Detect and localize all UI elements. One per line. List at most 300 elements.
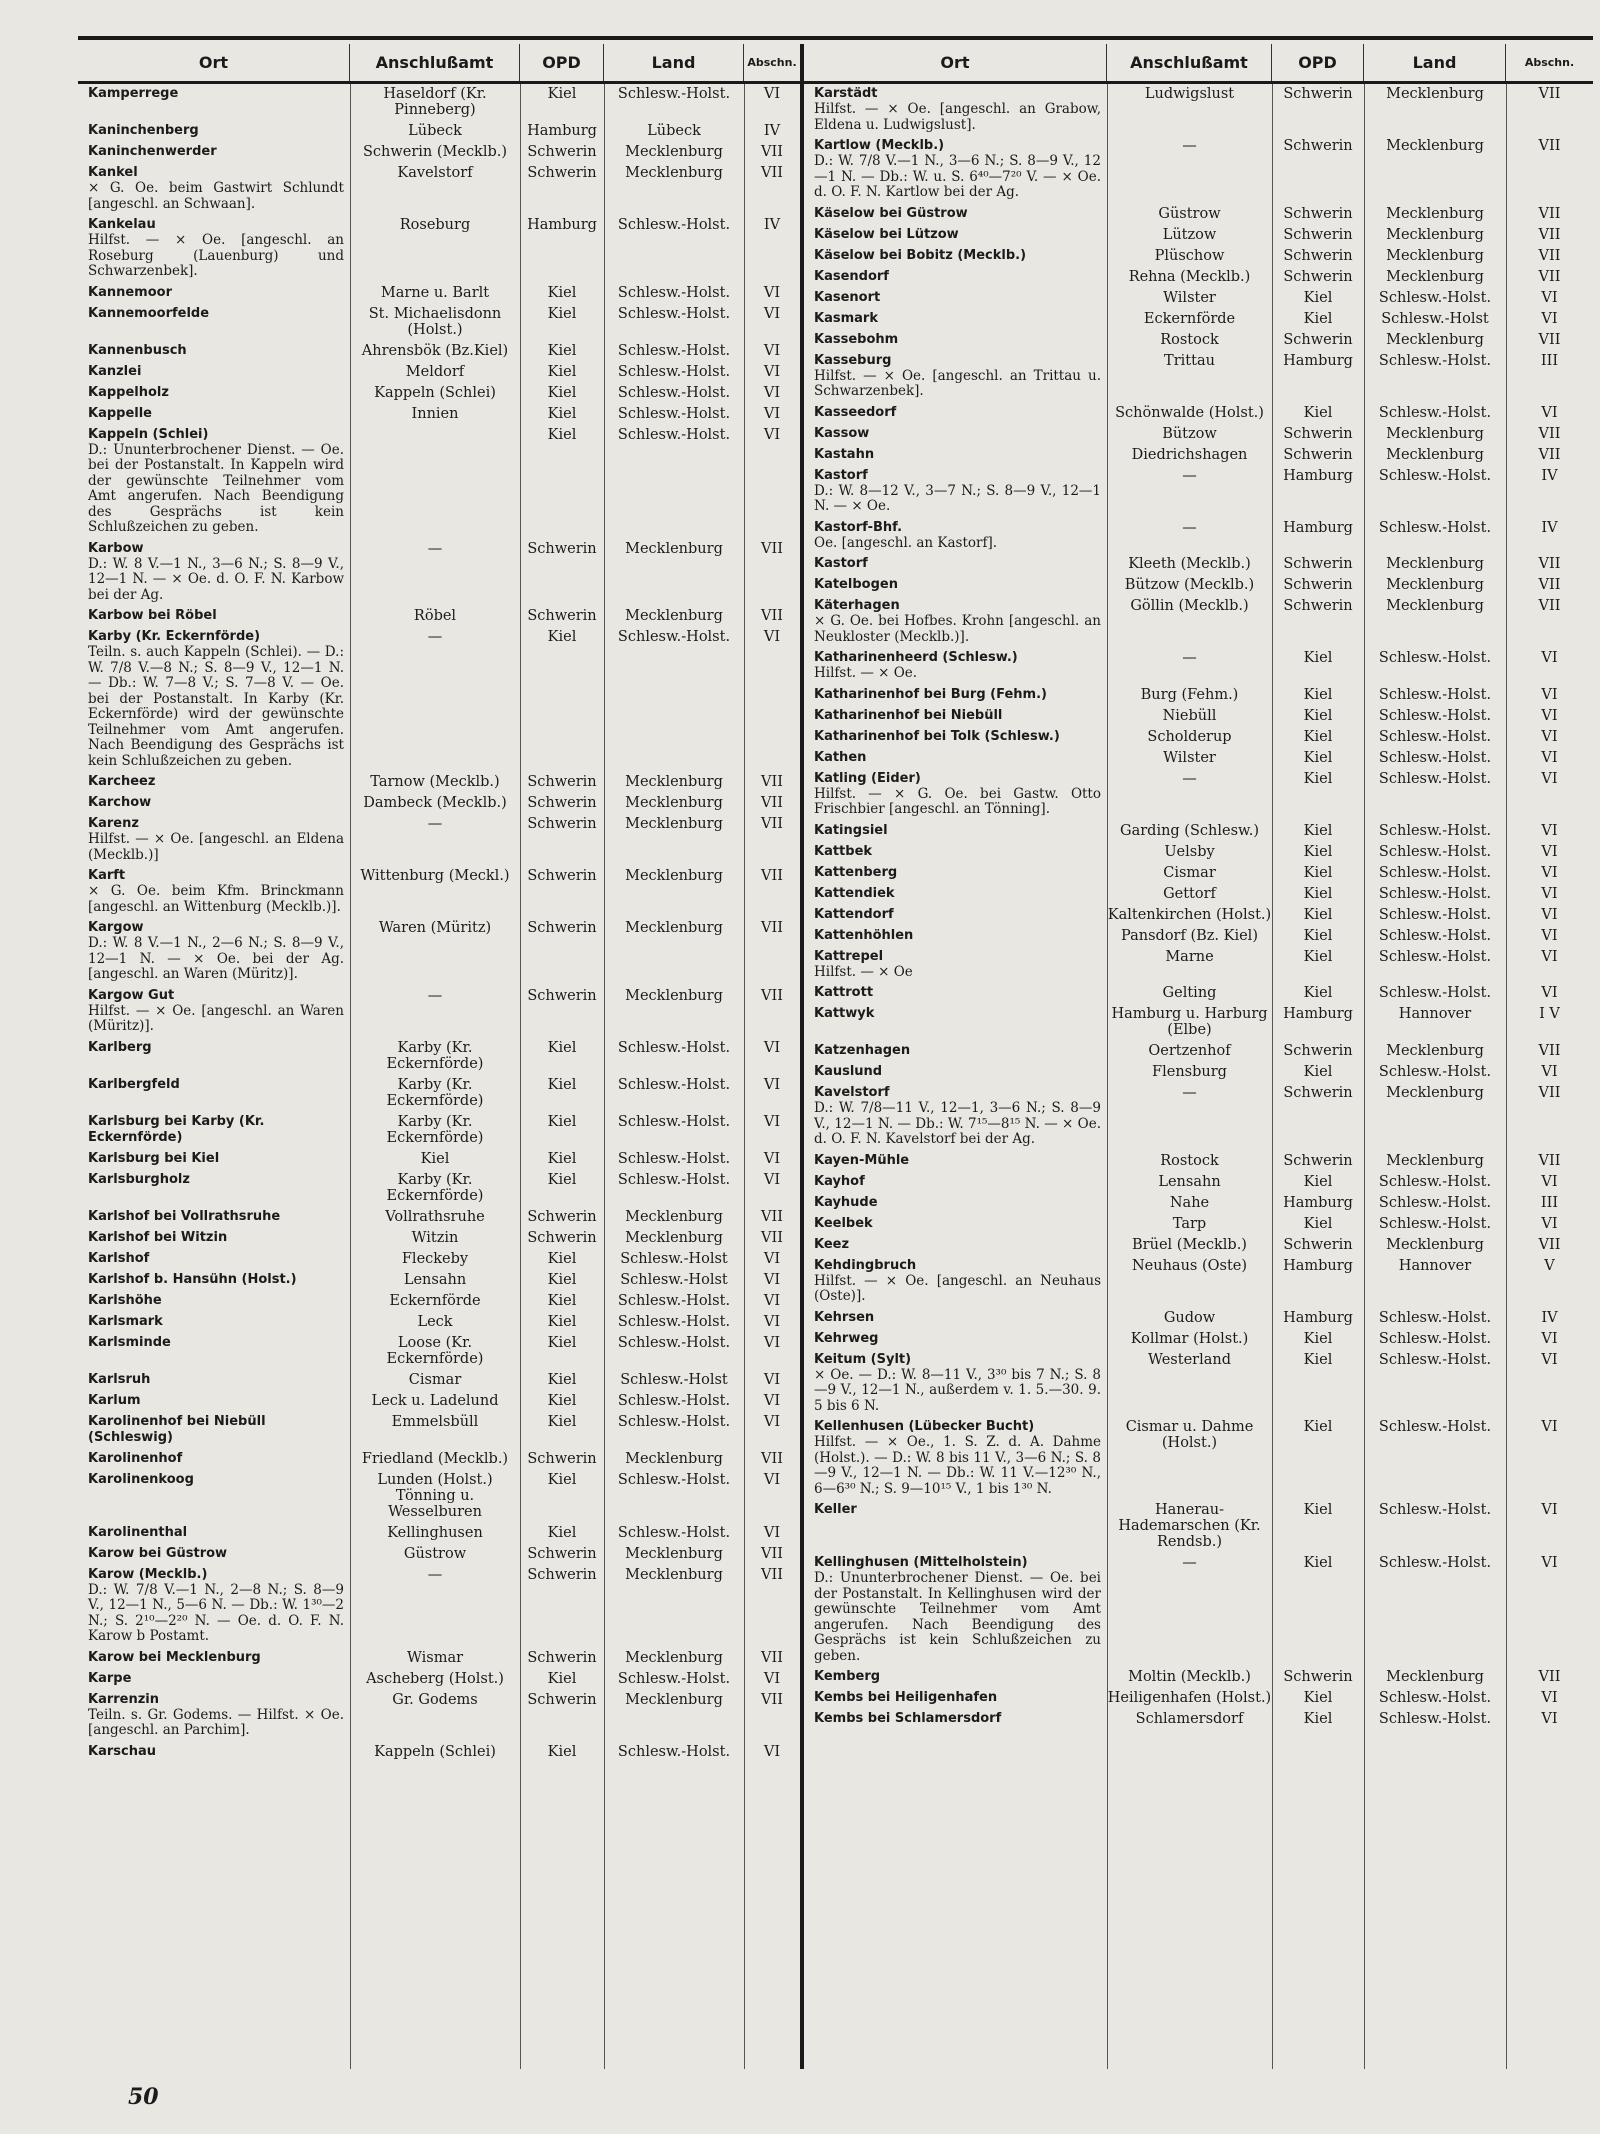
anschlussamt-cell: Karby (Kr. Eckernförde) [386,1039,484,1072]
abschnitt-cell: VI [1541,1064,1558,1080]
place-name: Karlshof bei Vollrathsruhe [88,1208,281,1224]
land-cell: Schlesw.-Holst. [1378,885,1492,902]
place-name: Kattrott [814,985,874,1000]
divider-line [520,84,521,2069]
place-name: Kaninchenberg [88,123,199,138]
table-row [78,1291,800,1312]
table-row [78,341,800,362]
table-row [78,121,800,142]
opd-cell: Kiel [547,1524,577,1541]
anschlussamt-cell: Göllin (Mecklb.) [1130,598,1249,614]
abschnitt-cell: VII [761,1566,783,1583]
anschlussamt-cell: Marne [1165,948,1214,965]
place-cell [78,406,350,422]
land-cell: Schlesw.-Holst. [1378,927,1492,944]
abschnitt-cell: VI [763,426,781,443]
anschlussamt-cell: — [1182,519,1197,536]
place-name: Karschau [88,1743,156,1759]
opd-cell: Kiel [547,1039,577,1056]
abschnitt-cell: VI [763,86,781,102]
opd-cell: Kiel [1303,985,1333,1001]
abschnitt-cell: VI [1541,749,1558,766]
place-cell [78,427,350,536]
table-row [78,1149,800,1170]
table-row [804,1553,1593,1667]
header-land-left: Land [604,44,744,81]
place-name: Kehrweg [814,1330,879,1346]
abschnitt-cell: VI [763,1392,781,1409]
anschlussamt-cell: Wilster [1163,289,1216,306]
place-cell [804,1237,1107,1253]
abschnitt-cell: VI [1541,650,1558,666]
place-name: Katingsiel [814,822,888,838]
anschlussamt-cell: Schönwalde (Holst.) [1115,404,1264,421]
place-cell [804,1153,1107,1169]
land-cell: Schlesw.-Holst. [1378,770,1492,787]
abschnitt-cell: III [1540,1194,1559,1211]
opd-cell: Schwerin [1283,331,1353,348]
anschlussamt-cell: Lübeck [408,123,462,139]
table-row [78,1544,800,1565]
opd-cell: Schwerin [1283,446,1353,463]
abschnitt-cell: VI [763,629,781,645]
opd-cell: Kiel [547,1371,577,1388]
opd-cell: Schwerin [527,1229,597,1246]
abschnitt-cell: V [1544,1257,1555,1274]
place-cell [804,650,1107,682]
place-cell [804,1690,1107,1706]
land-cell: Mecklenburg [625,540,723,557]
place-name: Käselow bei Güstrow [814,205,968,221]
opd-cell: Kiel [1303,310,1333,327]
abschnitt-cell: VI [1541,1502,1558,1518]
table-row [804,884,1593,905]
anschlussamt-cell: Kappeln (Schlei) [374,1743,496,1760]
header-land-right: Land [1364,44,1506,81]
place-name: Kasseedorf [814,404,897,420]
table-row [804,727,1593,748]
land-cell: Mecklenburg [625,1566,723,1583]
opd-cell: Kiel [547,1670,577,1687]
land-cell: Mecklenburg [1386,138,1484,154]
land-cell: Hannover [1398,1257,1472,1274]
top-rule [78,36,1593,40]
place-note: Hilfst. — × Oe. [814,665,918,681]
place-name: Kemberg [814,1669,881,1684]
opd-cell: Hamburg [1283,1006,1353,1022]
opd-cell: Schwerin [527,540,597,557]
anschlussamt-cell: Trittau [1164,352,1215,369]
land-cell: Mecklenburg [1386,205,1484,222]
place-name: Kattenhöhlen [814,927,914,943]
opd-cell: Kiel [547,86,577,102]
abschnitt-cell: VI [763,1743,781,1760]
opd-cell: Schwerin [527,987,597,1004]
place-cell [78,920,350,983]
opd-cell: Kiel [1303,906,1333,923]
land-cell: Mecklenburg [1386,446,1484,463]
opd-cell: Kiel [547,426,577,443]
abschnitt-cell: IV [763,217,781,233]
place-cell [78,1251,350,1267]
anschlussamt-cell: Ahrensbök (Bz.Kiel) [361,342,509,359]
abschnitt-cell: VI [763,342,781,359]
place-cell [804,1043,1107,1059]
anschlussamt-cell: Emmelsbüll [391,1413,479,1430]
anschlussamt-cell: Brüel (Mecklb.) [1132,1236,1247,1253]
place-note: D.: Ununterbrochener Dienst. — Oe. bei der Postanstalt. In Kappeln wird der gewünschte Teilnehmer vom Amt angerufen. Nach Beendigung des Gesprächs ist kein Schlußzeichen zu geben. [88,441,344,535]
opd-cell: Kiel [547,1471,577,1488]
opd-cell: Kiel [547,1313,577,1330]
header-opd-left: OPD [520,44,604,81]
abschnitt-cell: VII [761,165,783,181]
table-row [804,1004,1593,1041]
table-row [78,1523,800,1544]
opd-cell: Kiel [547,1743,577,1760]
opd-cell: Kiel [1303,843,1333,860]
place-name: Kappelle [88,405,153,421]
anschlussamt-cell: Hamburg u. Harburg (Elbe) [1111,1006,1268,1038]
anschlussamt-cell: — [427,816,443,832]
abschnitt-cell: VI [763,363,781,380]
table-row [804,330,1593,351]
land-cell: Mecklenburg [1386,1043,1484,1059]
place-name: Kayhof [814,1173,865,1189]
place-cell [804,1502,1107,1550]
abschnitt-cell: VII [761,1208,783,1225]
divider-line [744,84,745,2069]
anschlussamt-cell: Kollmar (Holst.) [1130,1330,1249,1347]
table-row [804,1193,1593,1214]
anschlussamt-cell: — [427,540,443,557]
place-name: Kasseburg [814,352,892,368]
table-row [804,1667,1593,1688]
abschnitt-cell: VI [1541,728,1558,745]
anschlussamt-cell: Heiligenhafen (Holst.) [1107,1690,1272,1706]
anschlussamt-cell: — [1182,1555,1197,1571]
table-row [804,1235,1593,1256]
anschlussamt-cell: — [1182,1085,1197,1101]
place-name: Kembs bei Schlamersdorf [814,1711,1002,1726]
land-cell: Mecklenburg [625,1450,723,1467]
place-name: Kastahn [814,446,875,462]
place-note: Hilfst. — × Oe. [angeschl. an Waren (Müritz)]. [88,1002,344,1034]
place-note: D.: W. 7/8 V.—1 N., 2—8 N.; S. 8—9 V., 12—1 N., 5—6 N. — Db.: W. 1³⁰—2 N.; S. 2¹⁰—2²⁰ N. — Oe. d. O. F. N. Karow b Postamt. [88,1581,344,1644]
table-row [78,84,800,121]
place-note: × G. Oe. beim Kfm. Brinckmann [angeschl. an Wittenburg (Mecklb.)]. [88,883,344,915]
land-cell: Mecklenburg [625,987,723,1004]
abschnitt-cell: VI [1541,948,1558,965]
place-cell [78,629,350,769]
land-cell: Schlesw.-Holst. [1378,1555,1492,1571]
opd-cell: Hamburg [1283,1309,1353,1326]
place-name: Keller [814,1502,857,1517]
abschnitt-cell: VI [763,405,781,422]
divider-line [350,84,351,2069]
abschnitt-cell: VII [761,987,783,1004]
abschnitt-cell: VII [1538,1043,1561,1059]
place-cell [804,332,1107,348]
land-cell: Mecklenburg [625,1229,723,1246]
land-cell: Mecklenburg [625,1649,723,1666]
land-cell: Schlesw.-Holst. [1378,650,1492,666]
table-row [78,986,800,1038]
place-name: Katharinenheerd (Schlesw.) [814,650,1018,665]
opd-cell: Schwerin [527,1649,597,1666]
place-name: Kargow [88,920,144,935]
anschlussamt-cell: Kavelstorf [397,165,473,181]
place-name: Kembs bei Heiligenhafen [814,1690,998,1705]
place-name: Karolinenhof [88,1450,183,1466]
abschnitt-cell: VI [763,1171,781,1188]
place-name: Karlsminde [88,1334,171,1350]
anschlussamt-cell: Gettorf [1163,885,1216,902]
table-row [804,1500,1593,1553]
place-cell [78,217,350,280]
table-row [78,1412,800,1449]
land-cell: Schlesw.-Holst. [1378,467,1492,484]
place-note: Hilfst. — × G. Oe. bei Gastw. Otto Frischbier [angeschl. an Tönning]. [814,785,1101,817]
place-cell [78,1040,350,1072]
abschnitt-cell: VII [1538,226,1561,243]
table-row [78,1370,800,1391]
place-cell [804,823,1107,839]
land-cell: Schlesw.-Holst. [1378,864,1492,881]
abschnitt-cell: VI [763,284,781,301]
abschnitt-cell: VI [1541,906,1558,923]
land-cell: Lübeck [647,123,701,139]
place-cell [804,520,1107,552]
land-cell: Schlesw.-Holst [1381,310,1489,327]
anschlussamt-cell: Wismar [406,1649,464,1666]
table-row [804,769,1593,821]
place-name: Karow (Mecklb.) [88,1566,208,1582]
abschnitt-cell: VII [761,816,783,832]
abschnitt-cell: VI [763,1271,781,1288]
header-abschn-right: Abschn. [1524,56,1575,69]
opd-cell: Kiel [547,1392,577,1409]
table-row [78,215,800,283]
place-cell [78,1372,350,1388]
place-name: Karchow [88,795,152,810]
abschnitt-cell: VI [763,305,781,322]
table-row [804,1417,1593,1500]
place-name: Karlsmark [88,1313,163,1329]
place-name: Kellinghusen (Mittelholstein) [814,1555,1028,1570]
table-row [804,267,1593,288]
table-row [78,814,800,866]
place-name: Kankel [88,165,138,180]
place-name: Kattbek [814,843,873,859]
abschnitt-cell: VII [761,1229,783,1246]
opd-cell: Kiel [1303,1173,1333,1190]
anschlussamt-cell: Gr. Godems [392,1691,478,1708]
abschnitt-cell: VII [1538,331,1561,348]
place-name: Karlshof bei Witzin [88,1229,228,1245]
header-opd-right: OPD [1272,44,1364,81]
opd-cell: Schwerin [527,1208,597,1225]
place-name: Kathen [814,749,867,765]
anschlussamt-cell: Westerland [1148,1351,1231,1368]
table-row [804,983,1593,1004]
abschnitt-cell: IV [1541,467,1558,484]
place-name: Kastorf [814,556,868,571]
place-cell [804,1064,1107,1080]
table-row [804,1709,1593,1730]
anschlussamt-cell: Haseldorf (Kr. Pinneberg) [383,86,487,118]
place-cell [78,1567,350,1645]
table-row [804,685,1593,706]
table-row [804,821,1593,842]
opd-cell: Schwerin [527,868,597,884]
opd-cell: Kiel [1303,822,1333,839]
place-cell [78,1393,350,1409]
abschnitt-cell: VI [763,1039,781,1056]
land-cell: Mecklenburg [1386,331,1484,348]
anschlussamt-cell: Cismar [408,1371,462,1388]
anschlussamt-cell: Nahe [1169,1194,1210,1211]
anschlussamt-cell: Lunden (Holst.) Tönning u. Wesselburen [377,1471,493,1520]
place-note: D.: W. 7/8 V.—1 N., 3—6 N.; S. 8—9 V., 12—1 N. — Db.: W. u. S. 6⁴⁰—7²⁰ V. — × Oe. d. O. F. N. Kartlow bei der Ag. [814,153,1101,200]
opd-cell: Schwerin [527,774,597,790]
table-row [78,1449,800,1470]
anschlussamt-cell: Röbel [413,608,457,624]
abschnitt-cell: VI [763,1471,781,1488]
anschlussamt-cell: Hanerau-Hademarschen (Kr. Rendsb.) [1118,1502,1261,1550]
place-cell [804,1711,1107,1727]
place-cell [78,816,350,863]
anschlussamt-cell: Marne u. Barlt [380,284,490,301]
place-name: Kannemoorfelde [88,305,210,321]
anschlussamt-cell: Kiel [420,1150,450,1167]
place-cell [78,165,350,212]
place-name: Kassow [814,425,870,441]
abschnitt-cell: IV [763,123,781,139]
abschnitt-cell: VII [1538,247,1561,264]
opd-cell: Kiel [1303,885,1333,902]
opd-cell: Hamburg [1283,467,1353,484]
table-row [804,1350,1593,1418]
land-cell: Schlesw.-Holst. [617,1670,731,1687]
land-cell: Mecklenburg [1386,1085,1484,1101]
place-cell [78,1114,350,1146]
abschnitt-cell: VII [761,868,783,884]
table-row [78,1470,800,1523]
table-row [804,1308,1593,1329]
table-row [804,748,1593,769]
opd-cell: Hamburg [1283,519,1353,536]
place-cell [804,886,1107,902]
opd-cell: Kiel [547,1171,577,1188]
divider-line [1107,84,1108,2069]
opd-cell: Schwerin [1283,268,1353,285]
place-cell [78,1451,350,1467]
land-cell: Mecklenburg [1386,598,1484,614]
opd-cell: Kiel [1303,1555,1333,1571]
table-row [804,575,1593,596]
anschlussamt-cell: Lensahn [403,1271,467,1288]
anschlussamt-cell: Kaltenkirchen (Holst.) [1107,906,1272,923]
place-name: Kasenort [814,289,881,305]
table-row [804,309,1593,330]
place-name: Keelbek [814,1215,873,1231]
opd-cell: Schwerin [1283,598,1353,614]
land-cell: Schlesw.-Holst. [617,217,731,233]
place-name: Katharinenhof bei Tolk (Schlesw.) [814,728,1060,744]
place-cell [78,343,350,359]
table-row [78,539,800,607]
opd-cell: Schwerin [527,608,597,624]
place-cell [78,1293,350,1309]
opd-cell: Schwerin [1283,86,1353,102]
anschlussamt-cell: Kappeln (Schlei) [374,384,496,401]
land-cell: Hannover [1398,1006,1472,1022]
opd-cell: Schwerin [1283,1085,1353,1101]
land-cell: Schlesw.-Holst. [617,1292,731,1309]
place-cell [78,306,350,338]
anschlussamt-cell: Lensahn [1158,1173,1221,1190]
place-cell [78,86,350,118]
opd-cell: Kiel [547,1292,577,1309]
place-name: Kellenhusen (Lübecker Bucht) [814,1419,1035,1434]
land-cell: Schlesw.-Holst [620,1250,728,1267]
land-cell: Schlesw.-Holst. [1378,728,1492,745]
table-row [804,947,1593,984]
abschnitt-cell: VII [1538,556,1561,572]
opd-cell: Kiel [1303,948,1333,965]
place-note: D.: W. 8 V.—1 N., 2—6 N.; S. 8—9 V., 12—1 N. — × Oe. bei der Ag. [angeschl. an Waren (Müritz)]. [88,935,344,982]
place-cell [804,86,1107,133]
place-note: Oe. [angeschl. an Kastorf]. [814,534,998,551]
anschlussamt-cell: Wilster [1163,749,1216,766]
anschlussamt-cell: Plüschow [1154,247,1225,264]
opd-cell: Schwerin [1283,247,1353,264]
anschlussamt-cell: Schlamersdorf [1135,1711,1244,1727]
header-anschlussamt-right: Anschlußamt [1107,44,1272,81]
table-row [804,1083,1593,1151]
place-name: Kattenberg [814,864,898,880]
opd-cell: Kiel [547,384,577,401]
abschnitt-cell: VI [1541,985,1558,1001]
opd-cell: Kiel [1303,927,1333,944]
opd-cell: Kiel [1303,1064,1333,1080]
table-row [804,842,1593,863]
table-row [78,404,800,425]
opd-cell: Schwerin [1283,138,1353,154]
opd-cell: Schwerin [527,1691,597,1708]
land-cell: Schlesw.-Holst. [1378,1194,1492,1211]
opd-cell: Kiel [547,1113,577,1130]
header-anschlussamt-left: Anschlußamt [350,44,520,81]
anschlussamt-cell: Neuhaus (Oste) [1131,1257,1248,1274]
abschnitt-cell: VII [761,1450,783,1467]
land-cell: Schlesw.-Holst. [1378,519,1492,536]
place-cell [804,1310,1107,1326]
anschlussamt-cell: Tarp [1172,1215,1207,1232]
land-cell: Schlesw.-Holst. [1378,707,1492,724]
place-name: Kappeln (Schlei) [88,426,209,442]
table-row [78,383,800,404]
place-name: Katharinenhof bei Niebüll [814,707,1003,723]
place-name: Karbow bei Röbel [88,608,217,623]
land-cell: Schlesw.-Holst. [1378,1711,1492,1727]
place-note: Hilfst. — × Oe. [angeschl. an Neuhaus (Oste)]. [814,1272,1101,1304]
anschlussamt-cell: Ludwigslust [1144,86,1235,102]
place-name: Karlberg [88,1039,152,1055]
abschnitt-cell: VI [1541,1690,1558,1706]
anschlussamt-cell: — [1182,650,1197,666]
table-row [78,1648,800,1669]
